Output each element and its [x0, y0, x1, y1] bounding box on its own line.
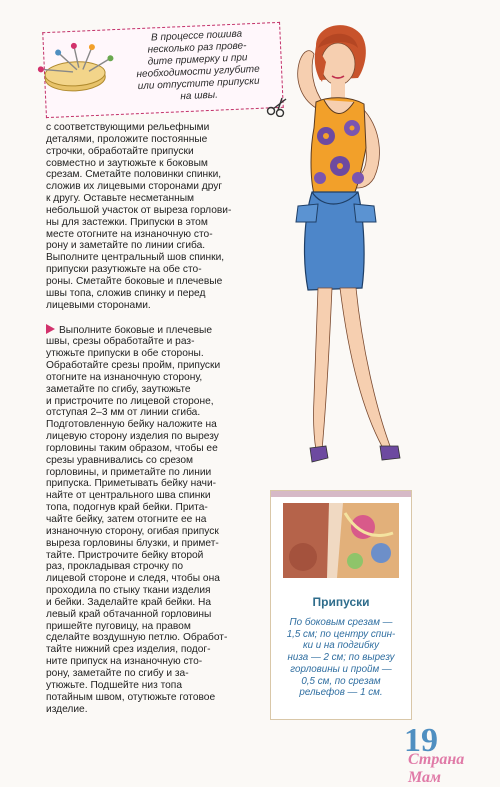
text-line: изнаночную сторону, огибая припуск	[46, 525, 219, 537]
text-line: выреза горловины блузки, и примет-	[46, 537, 219, 549]
allowance-box	[270, 490, 412, 720]
text-line: сложив их лицевыми сторонами друг	[46, 181, 223, 193]
text-line: проходила по стыку ткани изделия	[46, 585, 211, 597]
text-line: припуска. Приметывать бейку начи-	[46, 478, 217, 490]
text-line: лицевой стороне и следя, чтобы она	[46, 573, 220, 585]
text-line: Выполните боковые и плечевые	[59, 324, 213, 336]
body-paragraph	[46, 324, 236, 716]
watermark: Страна Мам	[408, 751, 465, 786]
tip-line: или отпустите припуски	[137, 75, 260, 93]
text-line: отогните на изнаночную сторону,	[46, 371, 203, 383]
allowance-line: 1,5 см; по центру спин-	[286, 628, 396, 640]
text-line: горловины таким образом, чтобы ее	[46, 442, 218, 454]
text-line: лицевыми сторонами.	[46, 299, 151, 311]
pincushion-icon	[30, 36, 123, 100]
allowance-line: низа — 2 см; по вырезу	[287, 652, 395, 664]
fabric-detail-photo	[283, 503, 399, 578]
pink-arrow-icon	[46, 324, 55, 334]
text-line: строчки, обработайте припуски	[46, 145, 194, 157]
text-line: тайте нижний срез изделия, подог-	[46, 644, 211, 656]
text-line: Выполните центральный шов спинки,	[46, 252, 225, 264]
tip-line: необходимости углубите	[136, 63, 260, 81]
text-line: припуски разутюжьте на обе сто-	[46, 264, 202, 276]
text-line: швы топа, сложив спинку и перед	[46, 287, 206, 299]
fashion-figure-illustration	[258, 18, 478, 478]
tip-line: несколько раз прове-	[147, 40, 247, 56]
tip-line: В процессе пошива	[150, 28, 243, 44]
allowance-line: горловины и пройм —	[290, 663, 392, 675]
body-text-column	[46, 122, 236, 715]
text-line: Обработайте срезы пройм, припуски	[46, 360, 221, 372]
text-line: и бейки. Заделайте край бейки. На	[46, 596, 212, 608]
text-line: роны. Сметайте боковые и плечевые	[46, 275, 223, 287]
text-line: отступая 2–3 мм от линии сгиба.	[46, 407, 201, 419]
text-line: топа, подогнув край бейки. Прита-	[46, 502, 208, 514]
text-line: пришейте пуговицу, на правом	[46, 620, 191, 632]
text-line: рону, заметайте по сгибу и за-	[46, 667, 189, 679]
text-line: деталями, проложите постоянные	[46, 133, 208, 145]
text-line: заметайте по сгибу, заутюжьте	[46, 383, 191, 395]
text-line: изделие.	[46, 703, 88, 715]
page-number: 19	[404, 722, 438, 759]
text-line: чайте бейку, затем отогните ее на	[46, 514, 207, 525]
text-line: потайным швом, отутюжьте готовое	[46, 691, 216, 703]
text-line: ните припуск на изнаночную сто-	[46, 656, 203, 668]
text-line: ны для застежки. Припуски в этом	[46, 216, 208, 228]
text-line: сделайте воздушную петлю. Обработ-	[46, 632, 228, 644]
text-line: левый край обтачанной горловины	[46, 608, 212, 620]
text-line: утюжьте припуски в обе стороны.	[46, 348, 204, 360]
text-line: лицевую сторону изделия по вырезу	[46, 431, 219, 443]
tip-box	[42, 22, 284, 118]
tip-text	[121, 27, 274, 105]
text-line: Подготовленную бейку наложите на	[46, 419, 217, 431]
text-line: месте отогните на изнаночную сто-	[46, 228, 213, 240]
text-line: небольшой участок от выреза горлови-	[46, 204, 232, 216]
text-line: найте от центрального шва спинки	[46, 490, 211, 502]
allowance-title: Припуски	[312, 595, 370, 609]
text-line: горловины, и приметайте по линии	[46, 466, 212, 478]
tip-line: на швы.	[180, 89, 219, 103]
body-paragraph	[46, 122, 236, 312]
allowance-line: 0,5 см, по срезам	[301, 675, 381, 687]
text-line: и пристрочите по лицевой стороне,	[46, 395, 214, 407]
text-line: срезы уравнивались со срезом	[46, 454, 194, 466]
text-line: утюжьте. Подшейте низ топа	[46, 679, 182, 691]
text-line: рону и заметайте по линии сгиба.	[46, 240, 206, 252]
text-line: тайте. Пристрочите бейку второй	[46, 549, 204, 561]
allowance-line: рельефов — 1 см.	[299, 687, 383, 699]
text-line: срезам. Сметайте половинки спинки,	[46, 169, 222, 181]
allowance-line: По боковым срезам —	[289, 617, 393, 628]
text-line: с соответствующими рельефными	[46, 122, 210, 133]
text-line: совместно и заутюжьте к боковым	[46, 157, 208, 169]
box-top-strip	[271, 491, 411, 497]
text-line: раз, прокладывая строчку по	[46, 561, 184, 573]
tip-line: дите примерку и при	[147, 52, 248, 68]
text-line: к другу. Оставьте несметанным	[46, 193, 195, 205]
allowance-line: ки и на подгибку	[302, 640, 380, 652]
allowance-text	[279, 617, 403, 699]
text-line: швы, срезы обработайте и раз-	[46, 336, 195, 348]
